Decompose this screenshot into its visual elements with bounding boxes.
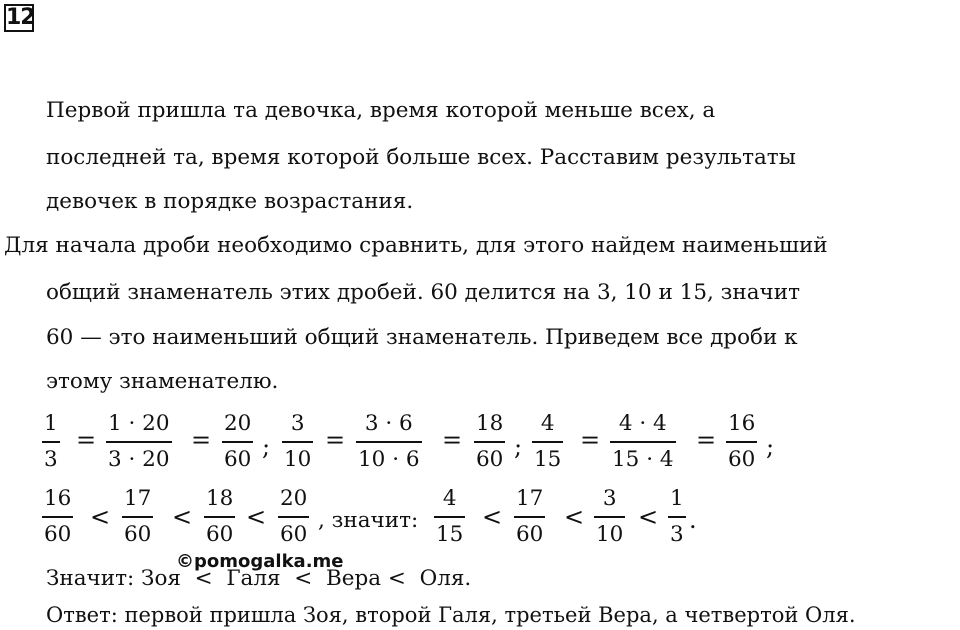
watermark: ©pomogalka.me bbox=[176, 551, 344, 572]
less-than-sign: < bbox=[482, 503, 503, 531]
semicolon: ; bbox=[766, 433, 775, 461]
fraction: $\frac{18}{60}$ bbox=[476, 411, 504, 472]
semicolon: ; bbox=[514, 433, 523, 461]
paragraph-line: Для начала дроби необходимо сравнить, для этого найдем наименьший bbox=[4, 233, 828, 258]
fraction: $\frac{3 \cdot 6}{10 \cdot 6}$ bbox=[358, 411, 420, 472]
less-than-sign: < bbox=[172, 503, 193, 531]
task-number: 12 bbox=[6, 5, 35, 30]
equals-sign: = bbox=[696, 426, 717, 454]
fraction: $\frac{4}{15}$ bbox=[534, 411, 562, 472]
equals-sign: = bbox=[76, 426, 97, 454]
less-than-sign: < bbox=[90, 503, 111, 531]
fraction: $\frac{1}{3}$ bbox=[670, 486, 684, 547]
fraction: $\frac{20}{60}$ bbox=[280, 486, 308, 547]
fraction: $\frac{4}{15}$ bbox=[436, 486, 464, 547]
fraction: $\frac{4 \cdot 4}{15 \cdot 4}$ bbox=[612, 411, 674, 472]
conclusion-line: Значит: Зоя < Галя < Вера < Оля. bbox=[46, 566, 472, 591]
znachit-label: , значит: bbox=[318, 508, 419, 533]
fraction: $\frac{3}{10}$ bbox=[596, 486, 624, 547]
paragraph-line: общий знаменатель этих дробей. 60 делится на 3, 10 и 15, значит bbox=[46, 280, 800, 305]
fraction: $\frac{1}{3}$ bbox=[44, 411, 58, 472]
fraction: $\frac{1 \cdot 20}{3 \cdot 20}$ bbox=[108, 411, 170, 472]
equals-sign: = bbox=[191, 426, 212, 454]
less-than-sign: < bbox=[564, 503, 585, 531]
equals-sign: = bbox=[580, 426, 601, 454]
equals-sign: = bbox=[442, 426, 463, 454]
answer-line: Ответ: первой пришла Зоя, второй Галя, третьей Вера, а четвертой Оля. bbox=[46, 603, 856, 627]
paragraph-line: Первой пришла та девочка, время которой меньше всех, а bbox=[46, 98, 716, 123]
fraction: $\frac{20}{60}$ bbox=[224, 411, 252, 472]
paragraph-line: этому знаменателю. bbox=[46, 369, 279, 394]
paragraph-line: девочек в порядке возрастания. bbox=[46, 189, 414, 214]
semicolon: ; bbox=[262, 433, 271, 461]
paragraph-line: 60 — это наименьший общий знаменатель. Приведем все дроби к bbox=[46, 325, 798, 350]
fraction: $\frac{16}{60}$ bbox=[728, 411, 756, 472]
fraction: $\frac{16}{60}$ bbox=[44, 486, 72, 547]
equals-sign: = bbox=[325, 426, 346, 454]
fraction: $\frac{17}{60}$ bbox=[124, 486, 152, 547]
less-than-sign: < bbox=[246, 503, 267, 531]
fraction: $\frac{3}{10}$ bbox=[284, 411, 312, 472]
paragraph-line: последней та, время которой больше всех. Расставим результаты bbox=[46, 145, 796, 170]
fraction: $\frac{17}{60}$ bbox=[516, 486, 544, 547]
fraction: $\frac{18}{60}$ bbox=[206, 486, 234, 547]
period: . bbox=[689, 506, 697, 534]
less-than-sign: < bbox=[638, 503, 659, 531]
